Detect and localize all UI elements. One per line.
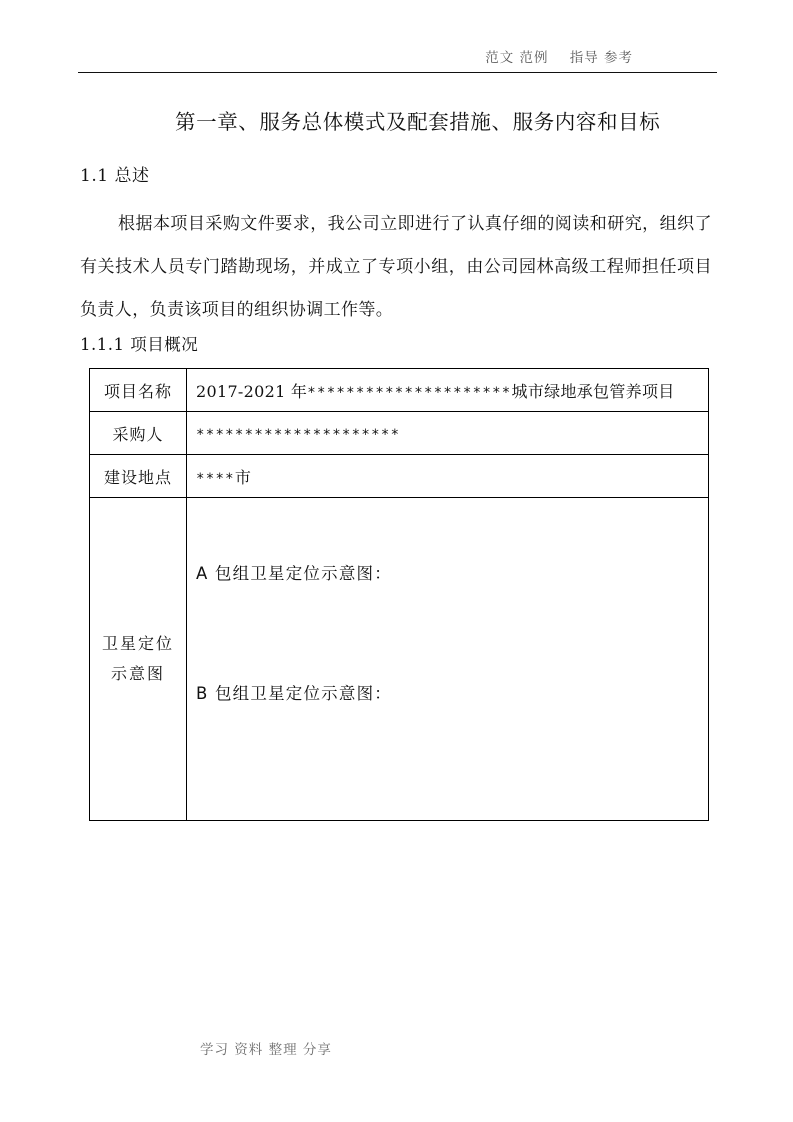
table-row-location [90, 455, 709, 498]
row-label-project-name: 项目名称 [90, 369, 187, 412]
satellite-label-line2: 示意图 [110, 664, 165, 683]
row-value-location [187, 455, 709, 498]
satellite-label-line1: 卫星定位 [101, 634, 174, 653]
row-label-purchaser: 采购人 [90, 412, 187, 455]
running-header-text: 范文 范例 指导 参考 [485, 50, 633, 66]
location-mask: **** [196, 470, 235, 487]
overview-paragraph: 根据本项目采购文件要求，我公司立即进行了认真仔细的阅读和研究，组织了有关技术人员专门踏勘现场，并成立了专项小组，由公司园林高级工程师担任项目负责人，负责该项目的组织协调工作等。 [80, 214, 712, 320]
row-value-satellite-diagram [187, 498, 709, 821]
table-row-project-name [90, 369, 709, 412]
row-value-project-name [187, 369, 709, 412]
purchaser-mask: ********************* [196, 426, 401, 443]
chapter-title: 第一章、服务总体模式及配套措施、服务内容和目标 [175, 110, 661, 134]
project-name-tail: 城市绿地承包管养项目 [511, 381, 675, 401]
project-info-table [89, 368, 709, 821]
diagram-caption-package-b: B 包组卫星定位示意图： [196, 684, 392, 703]
row-value-purchaser [187, 412, 709, 455]
section-heading-project-profile: 1.1.1 项目概况 [80, 335, 199, 354]
diagram-caption-package-a: A 包组卫星定位示意图： [196, 564, 392, 583]
row-label-location: 建设地点 [90, 455, 187, 498]
table-row-purchaser [90, 412, 709, 455]
project-name-year: 2017-2021 年 [196, 381, 308, 401]
header-divider-rule [78, 72, 717, 73]
running-footer-text: 学习 资料 整理 分享 [200, 1042, 332, 1058]
location-tail: 市 [234, 467, 252, 487]
section-heading-overview: 1.1 总述 [80, 166, 150, 186]
project-name-mask: ********************* [307, 384, 512, 401]
row-label-satellite-diagram [90, 498, 187, 821]
table-row-satellite-diagram [90, 498, 709, 821]
